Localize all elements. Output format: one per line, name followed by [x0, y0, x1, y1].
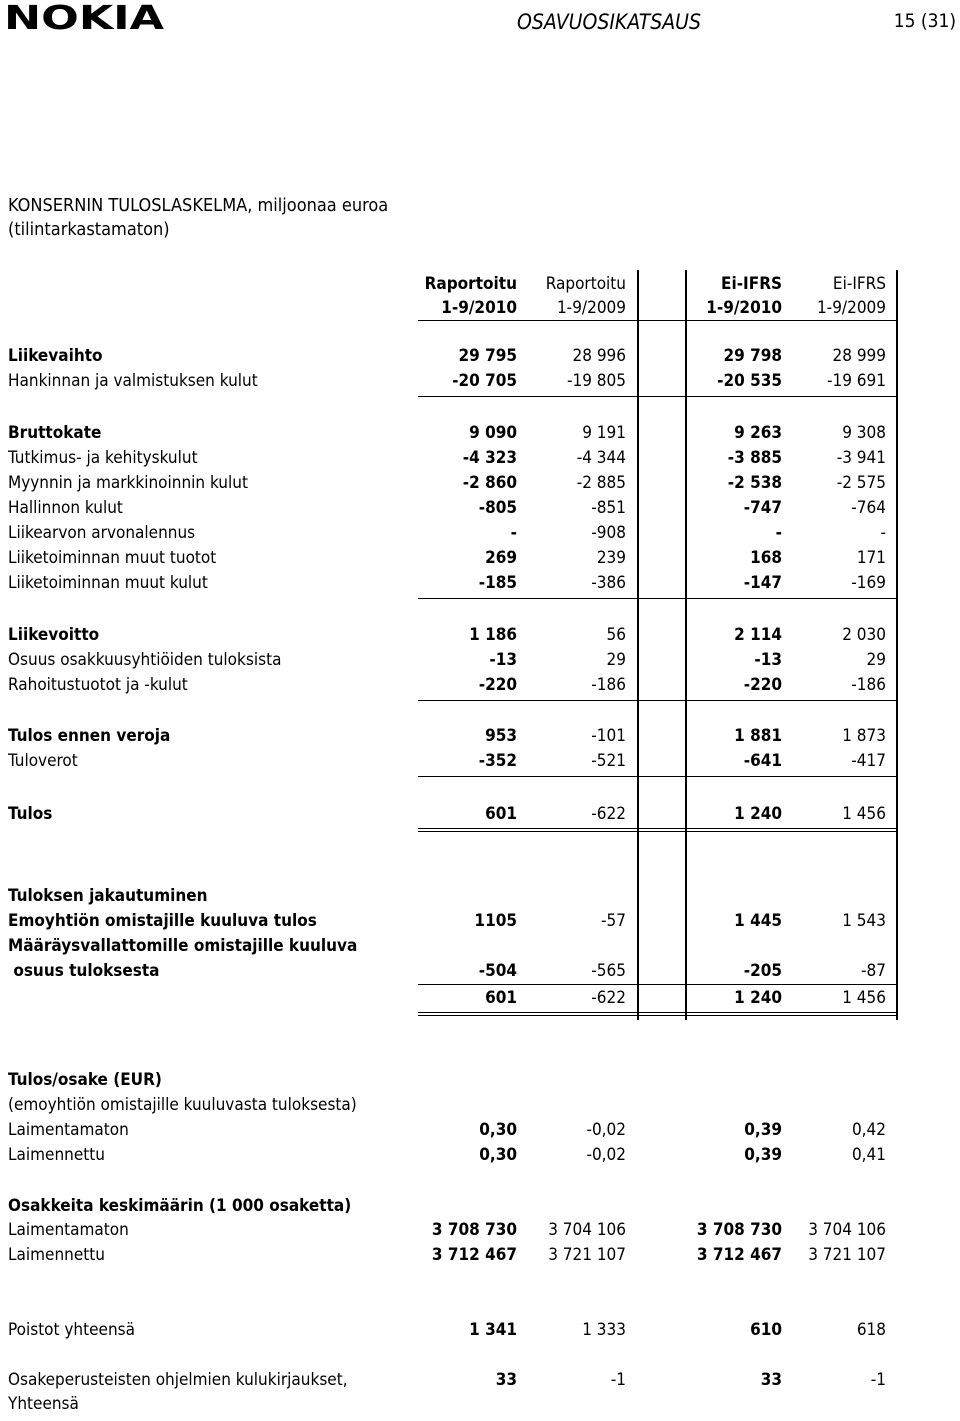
row-eps-diluted — [0, 1145, 960, 1169]
value-nonifrs-2010: -147 — [743, 573, 782, 593]
row-label: Poistot yhteensä — [8, 1320, 135, 1340]
row-label: Osuus osakkuusyhtiöiden tuloksista — [8, 650, 282, 670]
value-reported-2009: -101 — [591, 726, 626, 746]
value-nonifrs-2010: -641 — [743, 751, 782, 771]
value-reported-2009: -2 885 — [576, 473, 626, 493]
value-reported-2010: -2 860 — [462, 473, 517, 493]
row-myynti — [0, 473, 960, 497]
subtotal-line — [418, 598, 898, 599]
column-header-line: Raportoitu — [424, 274, 517, 294]
value-nonifrs-2009: 3 704 106 — [808, 1220, 886, 1240]
row-distribution-total — [0, 988, 960, 1012]
value-reported-2009: 9 191 — [582, 423, 626, 443]
row-eps-basic — [0, 1120, 960, 1144]
value-reported-2009: -0,02 — [586, 1120, 626, 1140]
value-nonifrs-2010: 9 263 — [734, 423, 782, 443]
value-nonifrs-2010: 29 798 — [723, 346, 782, 366]
document-title: OSAVUOSIKATSAUS — [517, 10, 701, 34]
value-nonifrs-2009: 9 308 — [842, 423, 886, 443]
row-emoyhtio — [0, 911, 960, 935]
value-nonifrs-2009: -3 941 — [836, 448, 886, 468]
row-label: Laimentamaton — [8, 1120, 129, 1140]
value-nonifrs-2009: 28 999 — [832, 346, 886, 366]
value-nonifrs-2010: 3 708 730 — [696, 1220, 782, 1240]
value-nonifrs-2010: -2 538 — [727, 473, 782, 493]
value-nonifrs-2009: 1 456 — [842, 804, 886, 824]
value-reported-2009: -521 — [591, 751, 626, 771]
row-label: Liiketoiminnan muut tuotot — [8, 548, 217, 568]
value-nonifrs-2010: 2 114 — [734, 625, 782, 645]
eps-heading: Tulos/osake (EUR) — [8, 1070, 162, 1090]
row-label: Laimennettu — [8, 1245, 105, 1265]
minority-label-line1: Määräysvallattomille omistajille kuuluva — [8, 936, 358, 956]
shares-heading: Osakkeita keskimäärin (1 000 osaketta) — [8, 1196, 352, 1216]
value-nonifrs-2009: -169 — [851, 573, 886, 593]
value-nonifrs-2010: -220 — [743, 675, 782, 695]
value-nonifrs-2010: 1 240 — [734, 804, 782, 824]
value-reported-2009: -908 — [591, 523, 626, 543]
row-bruttokate — [0, 423, 960, 447]
value-reported-2010: 29 795 — [458, 346, 517, 366]
value-nonifrs-2009: 29 — [866, 650, 886, 670]
row-label: Hallinnon kulut — [8, 498, 123, 518]
value-nonifrs-2009: -764 — [851, 498, 886, 518]
value-nonifrs-2010: - — [775, 523, 782, 543]
row-hankinnan-kulut — [0, 371, 960, 395]
row-rahoitus — [0, 675, 960, 699]
row-label: osuus tuloksesta — [8, 961, 160, 981]
column-header-reported-2009 — [546, 272, 626, 320]
value-reported-2010: - — [510, 523, 517, 543]
value-reported-2010: -13 — [489, 650, 517, 670]
value-reported-2010: 1 186 — [469, 625, 517, 645]
value-nonifrs-2010: -205 — [743, 961, 782, 981]
value-reported-2009: -622 — [591, 988, 626, 1008]
row-label: Laimennettu — [8, 1145, 105, 1165]
row-osakeperusteiset — [0, 1370, 960, 1394]
value-reported-2009: 239 — [596, 548, 626, 568]
row-label: Tulos — [8, 804, 53, 824]
value-nonifrs-2010: -3 885 — [727, 448, 782, 468]
statement-subtitle: (tilintarkastamaton) — [8, 219, 170, 240]
column-header-reported-2010 — [425, 272, 517, 320]
row-label: Rahoitustuotot ja -kulut — [8, 675, 188, 695]
value-nonifrs-2010: 610 — [750, 1320, 782, 1340]
value-reported-2010: 0,30 — [479, 1145, 517, 1165]
value-reported-2009: -19 805 — [566, 371, 626, 391]
value-reported-2009: 56 — [606, 625, 626, 645]
value-reported-2009: -186 — [591, 675, 626, 695]
value-nonifrs-2009: -87 — [861, 961, 886, 981]
row-label: Emoyhtiön omistajille kuuluva tulos — [8, 911, 317, 931]
column-header-period: 1-9/2010 — [706, 298, 782, 318]
value-reported-2009: 28 996 — [572, 346, 626, 366]
value-reported-2010: 601 — [485, 804, 517, 824]
value-reported-2010: 33 — [495, 1370, 517, 1390]
value-nonifrs-2009: -19 691 — [826, 371, 886, 391]
column-header-period: 1-9/2009 — [556, 298, 626, 318]
value-reported-2010: -220 — [478, 675, 517, 695]
page-number: 15 (31) — [893, 10, 956, 32]
row-tulos — [0, 804, 960, 828]
value-nonifrs-2009: -2 575 — [836, 473, 886, 493]
column-header-line: Ei-IFRS — [832, 274, 886, 294]
total-underline — [418, 828, 898, 829]
row-label: Hankinnan ja valmistuksen kulut — [8, 371, 258, 391]
statement-title: KONSERNIN TULOSLASKELMA, miljoonaa euroa — [8, 195, 389, 216]
row-poistot — [0, 1320, 960, 1344]
value-reported-2010: 269 — [485, 548, 517, 568]
value-nonifrs-2009: -417 — [851, 751, 886, 771]
value-reported-2010: 3 712 467 — [431, 1245, 517, 1265]
value-reported-2010: -185 — [478, 573, 517, 593]
value-reported-2009: -4 344 — [576, 448, 626, 468]
row-label: Tutkimus- ja kehityskulut — [8, 448, 198, 468]
nokia-logo — [4, 2, 166, 32]
value-reported-2010: 1105 — [474, 911, 517, 931]
row-label: Tulos ennen veroja — [8, 726, 171, 746]
value-nonifrs-2009: 3 721 107 — [808, 1245, 886, 1265]
value-reported-2009: -565 — [591, 961, 626, 981]
row-liikevaihto — [0, 346, 960, 370]
value-reported-2009: -386 — [591, 573, 626, 593]
value-nonifrs-2009: -186 — [851, 675, 886, 695]
value-reported-2010: 953 — [485, 726, 517, 746]
row-label: Liikevoitto — [8, 625, 100, 645]
row-muut-tuotot — [0, 548, 960, 572]
value-reported-2009: -1 — [610, 1370, 626, 1390]
share-based-label-line2: Yhteensä — [8, 1394, 79, 1414]
value-nonifrs-2010: -20 535 — [717, 371, 782, 391]
row-maaraysvallattomat — [0, 961, 960, 985]
value-reported-2009: -622 — [591, 804, 626, 824]
row-tulos-ennen-veroja — [0, 726, 960, 750]
value-nonifrs-2009: 2 030 — [842, 625, 886, 645]
subtotal-line — [418, 700, 898, 701]
value-reported-2010: -352 — [478, 751, 517, 771]
row-muut-kulut — [0, 573, 960, 597]
value-reported-2009: 3 721 107 — [548, 1245, 626, 1265]
row-label: Liikevaihto — [8, 346, 103, 366]
row-osakkuusyhtiot — [0, 650, 960, 674]
value-nonifrs-2010: 168 — [750, 548, 782, 568]
value-reported-2009: 1 333 — [582, 1320, 626, 1340]
value-nonifrs-2009: 1 543 — [842, 911, 886, 931]
value-nonifrs-2009: - — [880, 523, 886, 543]
value-nonifrs-2009: 1 456 — [842, 988, 886, 1008]
column-header-nonifrs-2010 — [706, 272, 782, 320]
value-reported-2010: 9 090 — [469, 423, 517, 443]
value-nonifrs-2010: -13 — [754, 650, 782, 670]
row-liikevoitto — [0, 625, 960, 649]
column-header-period: 1-9/2009 — [816, 298, 886, 318]
value-reported-2009: -57 — [601, 911, 626, 931]
value-reported-2010: 3 708 730 — [431, 1220, 517, 1240]
value-nonifrs-2010: 0,39 — [744, 1120, 782, 1140]
value-reported-2010: 0,30 — [479, 1120, 517, 1140]
column-header-line: Raportoitu — [545, 274, 626, 294]
column-header-period: 1-9/2010 — [441, 298, 517, 318]
row-label: Liikearvon arvonalennus — [8, 523, 196, 543]
header-underline — [418, 320, 898, 321]
value-reported-2010: -4 323 — [462, 448, 517, 468]
value-reported-2010: -20 705 — [452, 371, 517, 391]
column-header-nonifrs-2009 — [817, 272, 886, 320]
value-reported-2010: -504 — [478, 961, 517, 981]
row-hallinto — [0, 498, 960, 522]
subtotal-line — [418, 396, 898, 397]
value-reported-2009: -0,02 — [586, 1145, 626, 1165]
value-nonifrs-2010: -747 — [743, 498, 782, 518]
value-nonifrs-2010: 1 881 — [734, 726, 782, 746]
value-nonifrs-2010: 1 240 — [734, 988, 782, 1008]
value-nonifrs-2010: 33 — [760, 1370, 782, 1390]
subtotal-line — [418, 776, 898, 777]
total-double-underline — [418, 1015, 898, 1016]
value-nonifrs-2009: 171 — [856, 548, 886, 568]
value-nonifrs-2009: -1 — [870, 1370, 886, 1390]
eps-subheading: (emoyhtiön omistajille kuuluvasta tuloksesta) — [8, 1095, 357, 1115]
subtotal-line — [418, 984, 898, 985]
value-nonifrs-2010: 0,39 — [744, 1145, 782, 1165]
total-double-underline — [418, 831, 898, 832]
row-tuloverot — [0, 751, 960, 775]
value-nonifrs-2009: 1 873 — [842, 726, 886, 746]
value-reported-2009: -851 — [591, 498, 626, 518]
distribution-heading: Tuloksen jakautuminen — [8, 886, 208, 906]
value-reported-2010: -805 — [478, 498, 517, 518]
row-label: Liiketoiminnan muut kulut — [8, 573, 208, 593]
value-nonifrs-2009: 618 — [856, 1320, 886, 1340]
row-label: Bruttokate — [8, 423, 102, 443]
row-label: Tuloverot — [8, 751, 78, 771]
value-nonifrs-2009: 0,42 — [851, 1120, 886, 1140]
row-tutkimus — [0, 448, 960, 472]
value-reported-2009: 3 704 106 — [548, 1220, 626, 1240]
row-label: Laimentamaton — [8, 1220, 129, 1240]
row-shares-basic — [0, 1220, 960, 1244]
value-nonifrs-2009: 0,41 — [851, 1145, 886, 1165]
svg-text:NOKIA: NOKIA — [4, 2, 165, 32]
column-header-line: Ei-IFRS — [721, 274, 782, 294]
value-reported-2010: 601 — [485, 988, 517, 1008]
value-nonifrs-2010: 1 445 — [734, 911, 782, 931]
value-nonifrs-2010: 3 712 467 — [696, 1245, 782, 1265]
row-liikearvo — [0, 523, 960, 547]
row-shares-diluted — [0, 1245, 960, 1269]
row-label: Myynnin ja markkinoinnin kulut — [8, 473, 248, 493]
value-reported-2009: 29 — [606, 650, 626, 670]
row-label: Osakeperusteisten ohjelmien kulukirjaukset, — [8, 1370, 348, 1390]
value-reported-2010: 1 341 — [469, 1320, 517, 1340]
total-underline — [418, 1012, 898, 1013]
